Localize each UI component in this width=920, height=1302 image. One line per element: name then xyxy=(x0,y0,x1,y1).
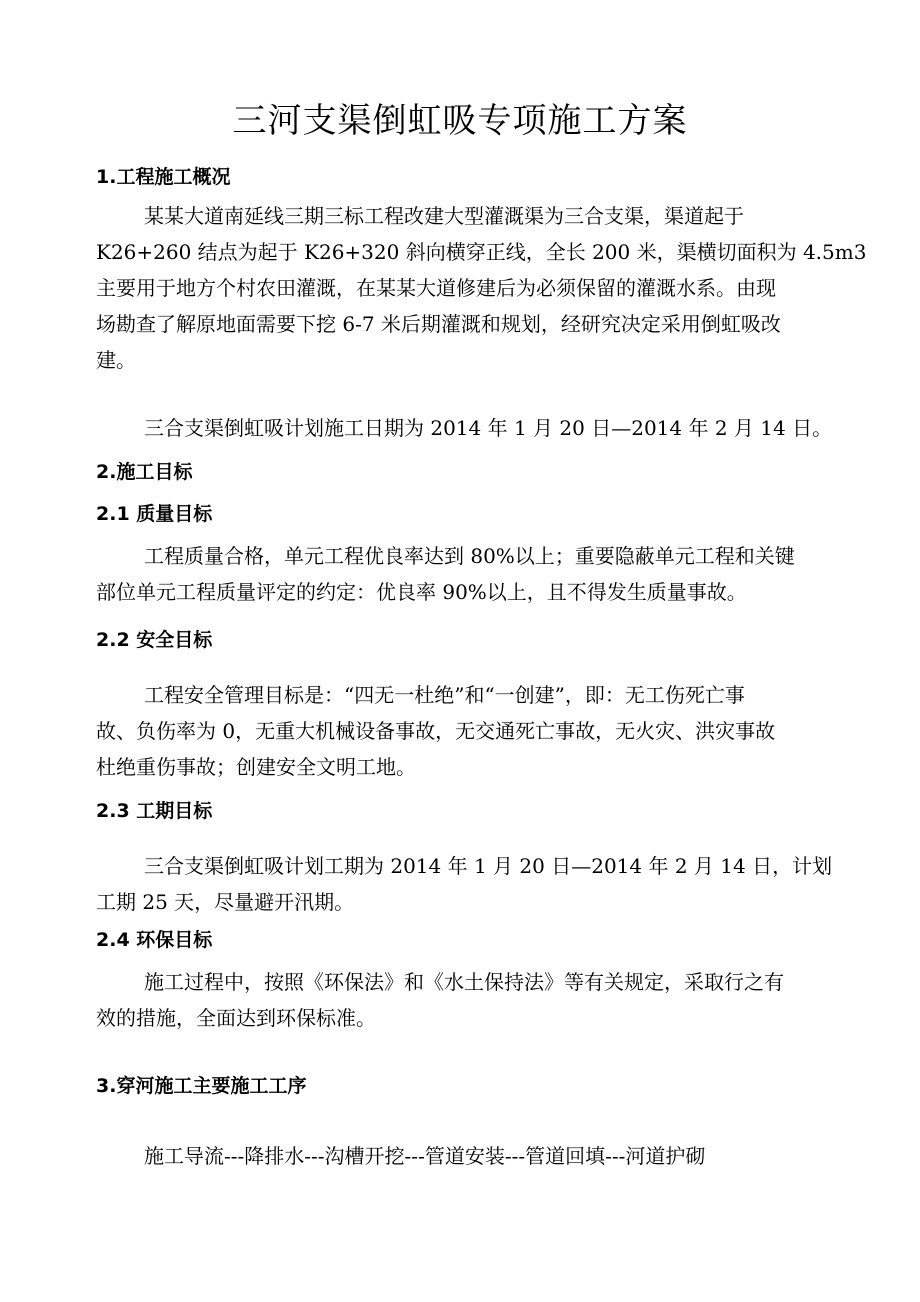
section-heading-2: 2.施工目标 xyxy=(96,461,193,483)
section-3-paragraph xyxy=(96,1138,832,1174)
paragraph-line: 建。 xyxy=(96,348,136,372)
paragraph-line: 主要用于地方个村农田灌溉，在某某大道修建后为必须保留的灌溉水系。由现 xyxy=(96,276,776,300)
section-1-paragraph-2 xyxy=(96,410,832,446)
paragraph-line: 三合支渠倒虹吸计划工期为 2014 年 1 月 20 日—2014 年 2 月 14 日，计划 xyxy=(144,854,833,878)
section-heading-2-1: 2.1 质量目标 xyxy=(96,503,213,525)
paragraph-line: 场勘查了解原地面需要下挖 6-7 米后期灌溉和规划，经研究决定采用倒虹吸改 xyxy=(96,312,781,336)
section-heading-2-3: 2.3 工期目标 xyxy=(96,800,213,822)
section-2-2-paragraph xyxy=(96,677,832,785)
paragraph-line: 故、负伤率为 0，无重大机械设备事故，无交通死亡事故，无火灾、洪灾事故 xyxy=(96,719,776,743)
section-2-3-paragraph xyxy=(96,848,832,920)
paragraph-line: 效的措施，全面达到环保标准。 xyxy=(96,1006,376,1030)
section-2-1-paragraph xyxy=(96,538,832,610)
section-heading-2-4: 2.4 环保目标 xyxy=(96,929,213,951)
paragraph-line: 施工导流---降排水---沟槽开挖---管道安装---管道回填---河道护砌 xyxy=(144,1144,706,1168)
section-1-paragraph-1 xyxy=(96,198,867,378)
paragraph-line: 工程安全管理目标是：“四无一杜绝”和“一创建”，即：无工伤死亡事 xyxy=(144,683,745,707)
paragraph-line: K26+260 结点为起于 K26+320 斜向横穿正线，全长 200 米，渠横切面积为 4.5m3 xyxy=(96,240,867,264)
paragraph-line: 施工过程中，按照《环保法》和《水土保持法》等有关规定，采取行之有 xyxy=(144,970,784,994)
paragraph-line: 杜绝重伤事故；创建安全文明工地。 xyxy=(96,755,416,779)
section-2-4-paragraph xyxy=(96,964,832,1036)
paragraph-line: 工程质量合格，单元工程优良率达到 80%以上；重要隐蔽单元工程和关键 xyxy=(144,544,795,568)
paragraph-line: 工期 25 天，尽量避开汛期。 xyxy=(96,890,355,914)
section-heading-1: 1.工程施工概况 xyxy=(96,166,231,188)
paragraph-line: 某某大道南延线三期三标工程改建大型灌溉渠为三合支渠，渠道起于 xyxy=(144,204,744,228)
section-heading-2-2: 2.2 安全目标 xyxy=(96,629,213,651)
paragraph-line: 三合支渠倒虹吸计划施工日期为 2014 年 1 月 20 日—2014 年 2 月 14 日。 xyxy=(144,416,833,440)
document-title: 三河支渠倒虹吸专项施工方案 xyxy=(232,101,688,141)
section-heading-3: 3.穿河施工主要施工工序 xyxy=(96,1075,307,1097)
paragraph-line: 部位单元工程质量评定的约定：优良率 90%以上，且不得发生质量事故。 xyxy=(96,580,747,604)
